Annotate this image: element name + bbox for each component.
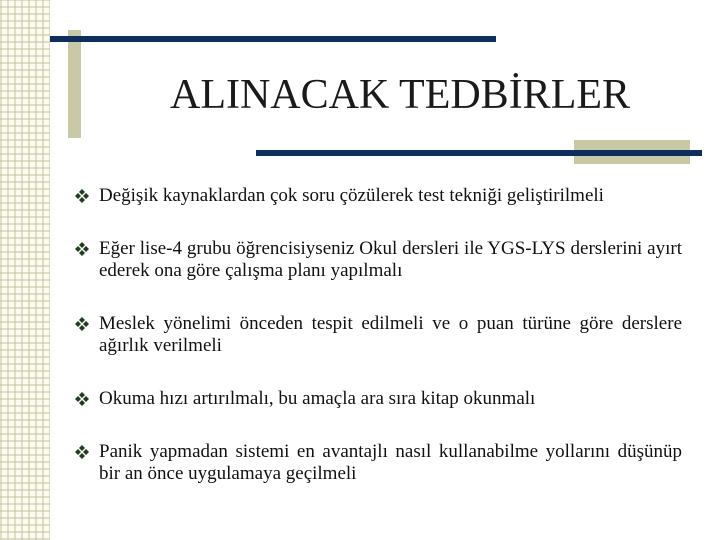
bullet-text: Panik yapmadan sistemi en avantajlı nasıl kullanabilme yollarını düşünüp bir an önce uygulamaya geçilmeli [99,441,682,484]
diamond-quad-icon [74,188,90,204]
bullet-text: Meslek yönelimi önceden tespit edilmeli ve o puan türüne göre derslere ağırlık verilmeli [99,313,682,356]
list-item [74,388,682,410]
list-item [74,185,682,207]
bullet-text: Değişik kaynaklardan çok soru çözülerek test tekniği geliştirilmeli [99,185,604,206]
navy-bottom-rule [256,150,702,156]
navy-top-rule [50,36,496,42]
list-item [74,441,682,485]
diamond-quad-icon [74,444,90,460]
decorative-checker-strip [0,0,50,540]
bullet-text: Eğer lise-4 grubu öğrencisiyseniz Okul dersleri ile YGS-LYS derslerini ayırt ederek ona göre çalışma planı yapılmalı [99,238,682,281]
diamond-quad-icon [74,316,90,332]
diamond-quad-icon [74,391,90,407]
list-item [74,238,682,282]
slide-title: ALINACAK TEDBİRLER [169,72,631,118]
bullet-text: Okuma hızı artırılmalı, bu amaçla ara sıra kitap okunmalı [99,388,536,409]
bullet-list [74,185,682,485]
list-item [74,313,682,357]
olive-vertical-bar [68,30,81,138]
diamond-quad-icon [74,241,90,257]
